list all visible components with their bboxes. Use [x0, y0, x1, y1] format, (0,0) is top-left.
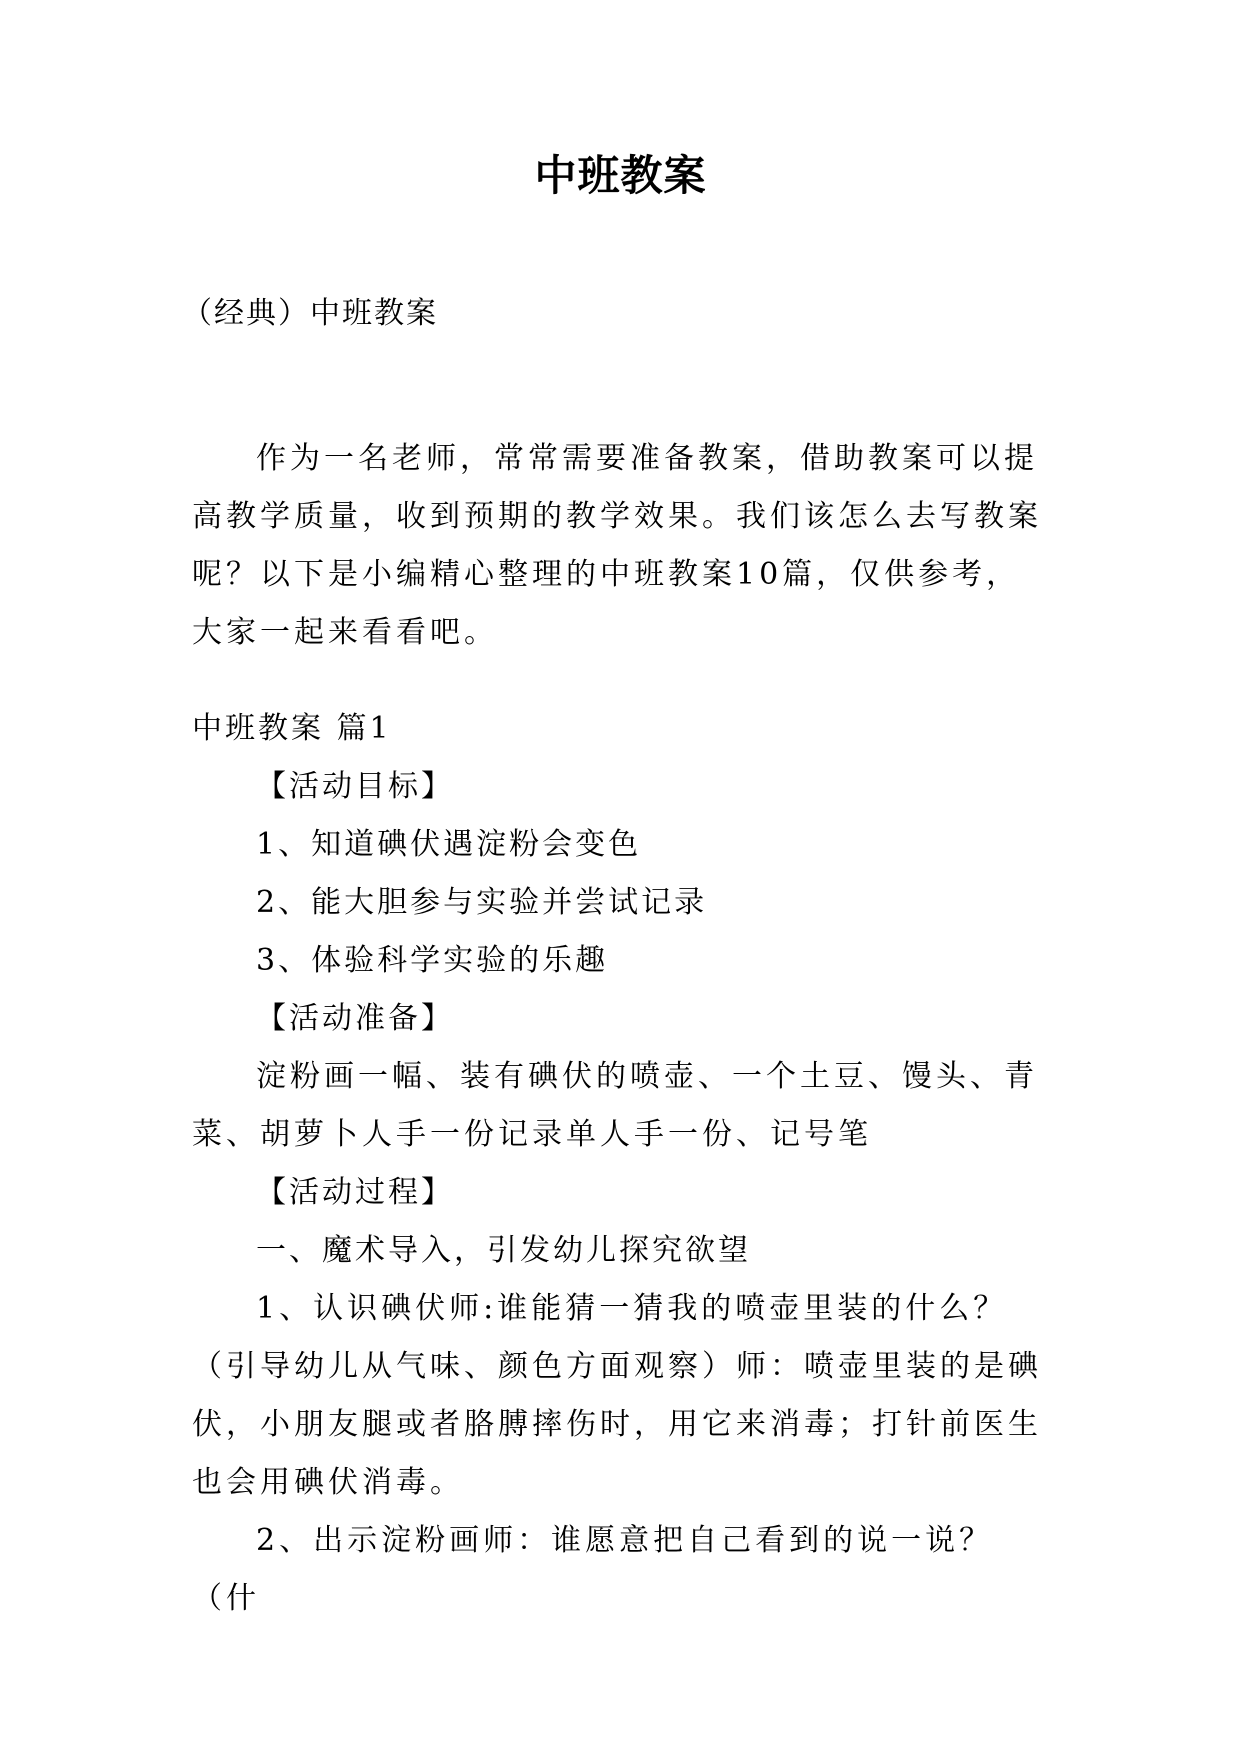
section-label-goals: 【活动目标】 [256, 769, 454, 804]
document-title: 中班教案 [534, 151, 707, 200]
intro-paragraph: 作为一名老师，常常需要准备教案，借助教案可以提高教学质量，收到预期的教学效果。我们该怎么去写教案呢？以下是小编精心整理的中班教案10篇，仅供参考，大家一起来看看吧。 [192, 441, 1042, 650]
process-step-text: 2、出示淀粉画师：谁愿意把自己看到的说一说？（什 [192, 1523, 994, 1616]
section-label-preparation: 【活动准备】 [256, 1001, 454, 1036]
process-step-text: 1、认识碘伏师:谁能猜一猜我的喷壶里装的什么？（引导幼儿从气味、颜色方面观察）师：喷壶里装的是碘伏，小朋友腿或者胳膊摔伤时，用它来消毒；打针前医生也会用碘伏消毒。 [192, 1291, 1042, 1500]
preparation-text: 淀粉画一幅、装有碘伏的喷壶、一个土豆、馒头、青菜、胡萝卜人手一份记录单人手一份、记号笔 [192, 1059, 1038, 1152]
goal-item: 3、体验科学实验的乐趣 [256, 943, 609, 978]
lesson-section-1 [192, 700, 1052, 1628]
section-heading: 中班教案 篇1 [192, 711, 392, 746]
goal-item: 1、知道碘伏遇淀粉会变色 [256, 827, 642, 862]
section-body [192, 758, 1052, 1628]
process-step-heading: 一、魔术导入，引发幼儿探究欲望 [256, 1233, 751, 1268]
section-label-process: 【活动过程】 [256, 1175, 454, 1210]
document-subtitle: （经典）中班教案 [182, 296, 438, 331]
goal-item: 2、能大胆参与实验并尝试记录 [256, 885, 708, 920]
